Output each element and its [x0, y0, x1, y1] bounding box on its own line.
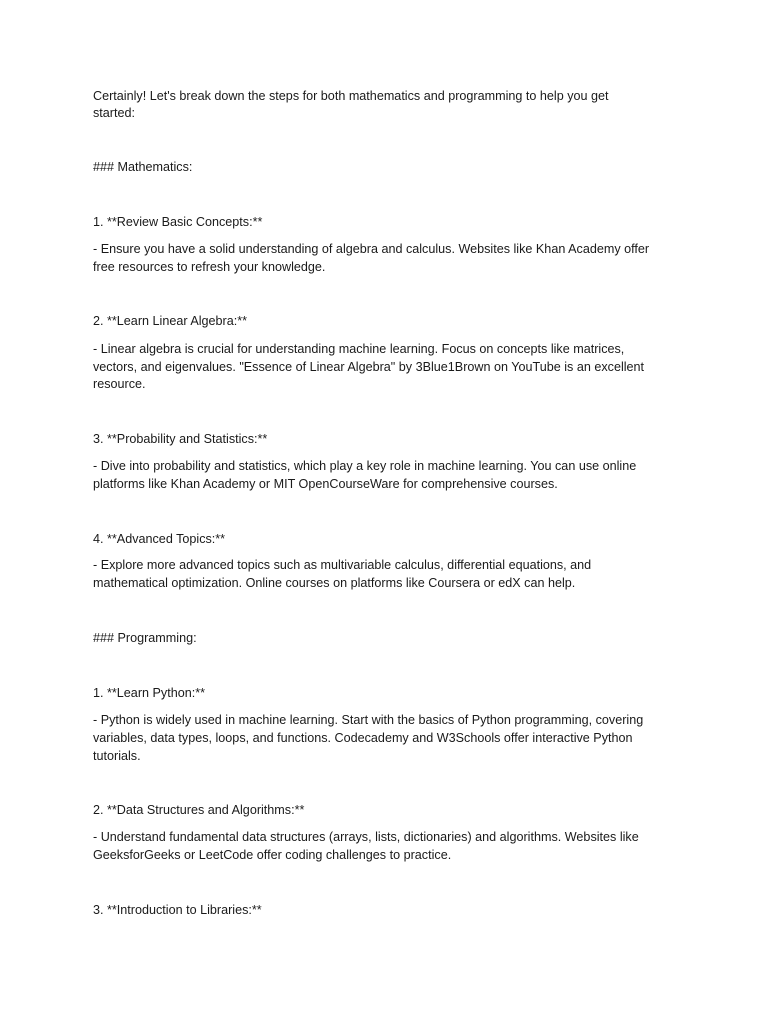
- list-item-title: 2. **Learn Linear Algebra:**: [93, 314, 248, 328]
- list-item-body: resource.: [93, 377, 146, 391]
- list-item-body: free resources to refresh your knowledge.: [93, 260, 326, 274]
- list-item-body: mathematical optimization. Online courses on platforms like Coursera or edX can help.: [93, 576, 576, 590]
- list-item-body: variables, data types, loops, and functions. Codecademy and W3Schools offer interactive Python: [93, 731, 633, 745]
- list-item-body: - Dive into probability and statistics, which play a key role in machine learning. You can use online: [93, 459, 637, 473]
- section-heading-mathematics: ### Mathematics:: [93, 160, 193, 174]
- list-item-title: 1. **Review Basic Concepts:**: [93, 215, 263, 229]
- intro-line: Certainly! Let's break down the steps for both mathematics and programming to help you get: [93, 89, 609, 103]
- section-heading-programming: ### Programming:: [93, 631, 197, 645]
- list-item-body: - Linear algebra is crucial for understanding machine learning. Focus on concepts like matrices,: [93, 342, 625, 356]
- intro-line: started:: [93, 106, 135, 120]
- list-item-body: - Python is widely used in machine learning. Start with the basics of Python programming, covering: [93, 713, 644, 727]
- list-item-title: 4. **Advanced Topics:**: [93, 532, 226, 546]
- list-item-title: 3. **Probability and Statistics:**: [93, 432, 268, 446]
- list-item-title: 3. **Introduction to Libraries:**: [93, 903, 262, 917]
- list-item-body: vectors, and eigenvalues. "Essence of Linear Algebra" by 3Blue1Brown on YouTube is an excellent: [93, 360, 645, 374]
- list-item-body: tutorials.: [93, 749, 141, 763]
- list-item-body: GeeksforGeeks or LeetCode offer coding challenges to practice.: [93, 848, 452, 862]
- list-item-body: platforms like Khan Academy or MIT OpenCourseWare for comprehensive courses.: [93, 477, 558, 491]
- list-item-body: - Ensure you have a solid understanding of algebra and calculus. Websites like Khan Academy offer: [93, 242, 650, 256]
- list-item-title: 1. **Learn Python:**: [93, 686, 206, 700]
- list-item-body: - Explore more advanced topics such as multivariable calculus, differential equations, and: [93, 558, 592, 572]
- list-item-title: 2. **Data Structures and Algorithms:**: [93, 803, 305, 817]
- list-item-body: - Understand fundamental data structures (arrays, lists, dictionaries) and algorithms. Websites like: [93, 830, 639, 844]
